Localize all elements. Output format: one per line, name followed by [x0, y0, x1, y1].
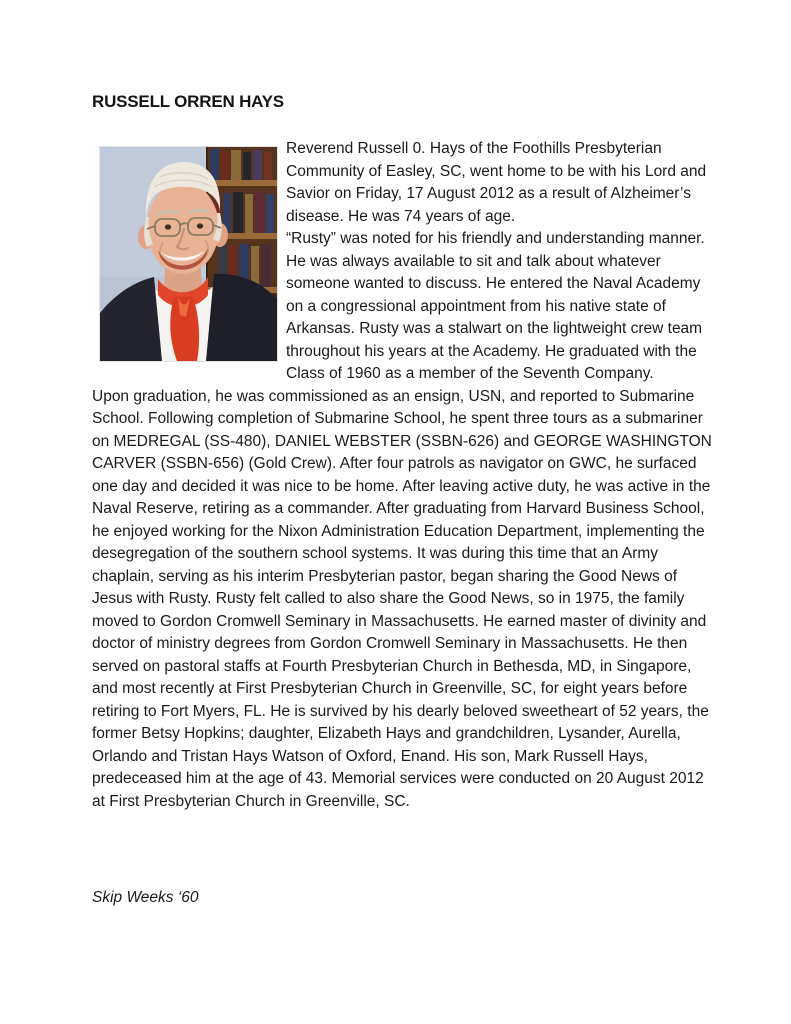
portrait-illustration — [100, 147, 277, 361]
obituary-paragraph-1: Reverend Russell 0. Hays of the Foothills Presbyterian Community of Easley, SC, went home to be with his Lord and Savior on Friday, 17 August 2012 as a result of Alzheimer’s disease. He was 74 years of age. — [286, 140, 707, 225]
obituary-paragraph-2: “Rusty” was noted for his friendly and understanding manner. He was always available to sit and talk about whatever someone wanted to discuss. He entered the Naval Academy on a congressional appointment from his native state of Arkansas. Rusty was a stalwart on the lightweight crew team throughout his years at the Academy. He graduated with the Class of 1960 as a member of the Seventh Company. — [286, 230, 705, 382]
page-title: RUSSELL ORREN HAYS — [92, 92, 284, 111]
portrait-photo — [100, 147, 277, 361]
obituary-body — [92, 138, 716, 813]
signature-line: Skip Weeks ‘60 — [92, 889, 199, 906]
obituary-paragraph-3: Upon graduation, he was commissioned as an ensign, USN, and reported to Submarine School. Following completion of Submarine School, he spent three tours as a submariner on MEDREGAL (SS-480), DANIEL WEBSTER (SSBN-626) and GEORGE WASHINGTON CARVER (SSBN-656) (Gold Crew). After four patrols as navigator on GWC, he surfaced one day and decided it was nice to be home. After leaving active duty, he was active in the Naval Reserve, retiring as a commander. After graduating from Harvard Business School, he enjoyed working for the Nixon Administration Education Department, implementing the desegregation of the southern school systems. It was during this time that an Army chaplain, serving as his interim Presbyterian pastor, began sharing the Good News of Jesus with Rusty. Rusty felt called to also share the Good News, so in 1975, the family moved to Gordon Cromwell Seminary in Massachusetts. He earned master of divinity and doctor of ministry degrees from Gordon Cromwell Seminary in Massachusetts. He then served on pastoral staffs at Fourth Presbyterian Church in Bethesda, MD, in Singapore, and most recently at First Presbyterian Church in Greenville, SC, for eight years before retiring to Fort Myers, FL. He is survived by his dearly beloved sweetheart of 52 years, the former Betsy Hopkins; daughter, Elizabeth Hays and grandchildren, Lysander, Aurella, Orlando and Tristan Hays Watson of Oxford, Enand. His son, Mark Russell Hays, predeceased him at the age of 43. Memorial services were conducted on 20 August 2012 at First Presbyterian Church in Greenville, SC. — [92, 387, 712, 810]
eye-left — [165, 224, 171, 229]
eye-right — [197, 223, 203, 228]
